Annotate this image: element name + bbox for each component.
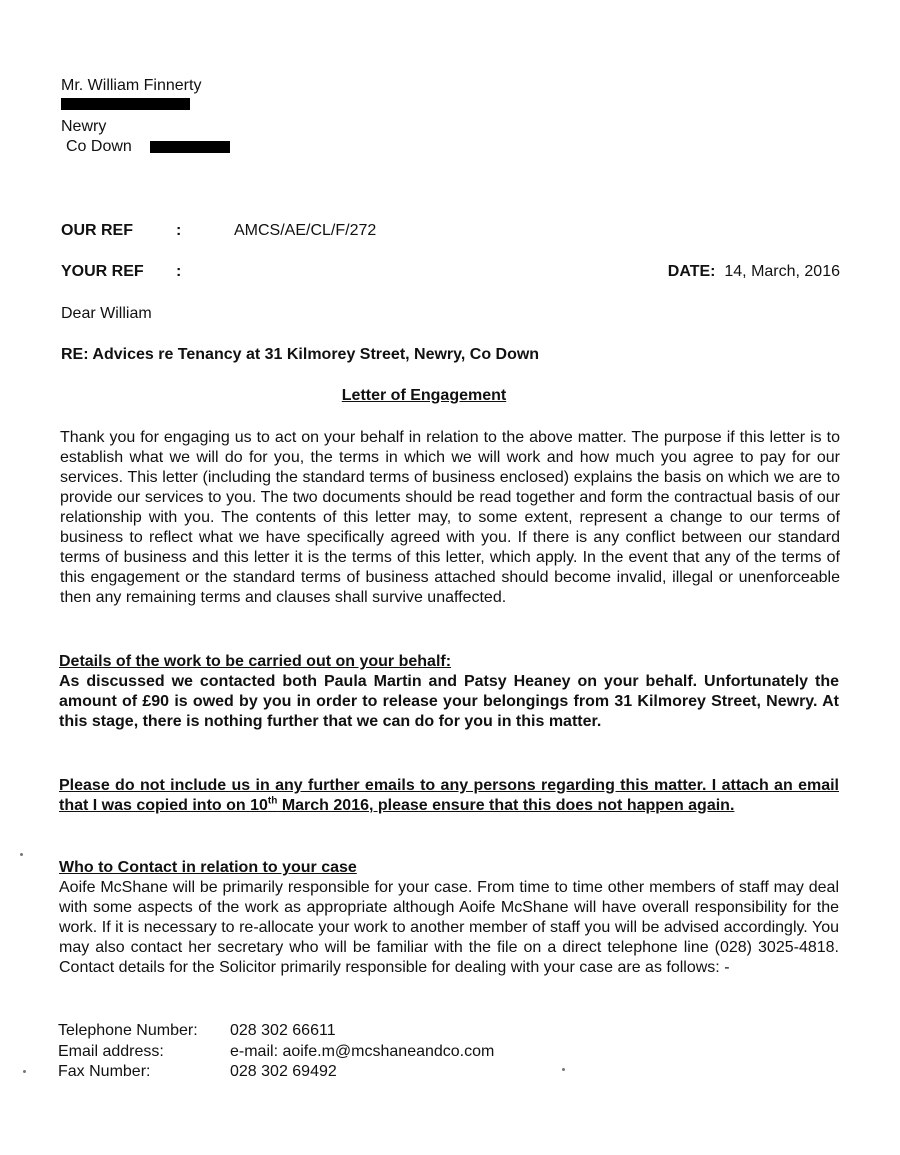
warning-part-1: Please do not include us in any further emails to any persons regarding this matter. I attach an email that I was copied into on 10 [59,777,839,814]
re-line: RE: Advices re Tenancy at 31 Kilmorey Street, Newry, Co Down [61,346,540,363]
date-label: DATE: [667,263,716,280]
date-value: 14, March, 2016 [724,263,840,280]
warning-paragraph [59,776,839,816]
fax-label: Fax Number: [58,1063,151,1080]
contact-body: Aoife McShane will be primarily responsible for your case. From time to time other members of staff may deal with some aspects of the work as appropriate although Aoife McShane will have overall responsibility for the work. If it is necessary to re-allocate your work to another member of staff you will be advised accordingly. You may also contact her secretary who will be familiar with the file on a direct telephone line (028) 3025-4818. Contact details for the Solicitor primarily responsible for dealing with your case are as follows: - [59,879,839,976]
telephone-row [58,1021,578,1041]
work-body: As discussed we contacted both Paula Martin and Patsy Heaney on your behalf. Unfortunately the amount of £90 is owed by you in order to release your belongings from 31 Kilmorey Street, Newry. At this stage, there is nothing further that we can do for you in this matter. [59,673,839,730]
redacted-address-line [61,98,190,110]
your-ref-colon: : [176,263,182,280]
email-label: Email address: [58,1043,164,1060]
date-line [668,262,840,282]
recipient-town: Newry [61,118,107,135]
our-ref-value: AMCS/AE/CL/F/272 [234,222,377,239]
our-ref-colon: : [176,222,182,239]
redacted-postcode [150,141,230,153]
intro-paragraph: Thank you for engaging us to act on your behalf in relation to the above matter. The purpose if this letter is to establish what we will do for you, the terms in which we will work and how much you agree to pay for our services. This letter (including the standard terms of business enclosed) explains the basis on which we are to provide our services to you. The two documents should be read together and form the contractual basis of our relationship with you. The contents of this letter may, to some extent, represent a change to our terms of business to reflect what we have specifically agreed with you. If there is any conflict between our standard terms of business and this letter it is the terms of this letter, which apply. In the event that any of the terms of this engagement or the standard terms of business attached should become invalid, illegal or unenforceable then any remaining terms and clauses shall survive unaffected. [60,429,840,606]
scan-speck [20,853,23,856]
email-value: e-mail: aoife.m@mcshaneandco.com [230,1043,495,1060]
recipient-county: Co Down [66,138,132,155]
telephone-label: Telephone Number: [58,1022,198,1039]
scan-speck [23,1070,26,1073]
salutation: Dear William [61,305,152,322]
warning-part-2: March 2016, please ensure that this does not happen again. [277,797,735,814]
your-ref-label: YOUR REF [61,263,144,280]
letter-title: Letter of Engagement [341,387,507,404]
email-row [58,1042,578,1062]
contact-heading: Who to Contact in relation to your case [59,859,357,876]
scan-speck [562,1068,565,1071]
recipient-name: Mr. William Finnerty [61,77,202,94]
work-heading: Details of the work to be carried out on your behalf: [59,653,452,670]
fax-row [58,1062,578,1082]
fax-value: 028 302 69492 [230,1063,337,1080]
telephone-value: 028 302 66611 [230,1022,336,1039]
our-ref-label: OUR REF [61,222,133,239]
warning-superscript: th [267,795,278,807]
